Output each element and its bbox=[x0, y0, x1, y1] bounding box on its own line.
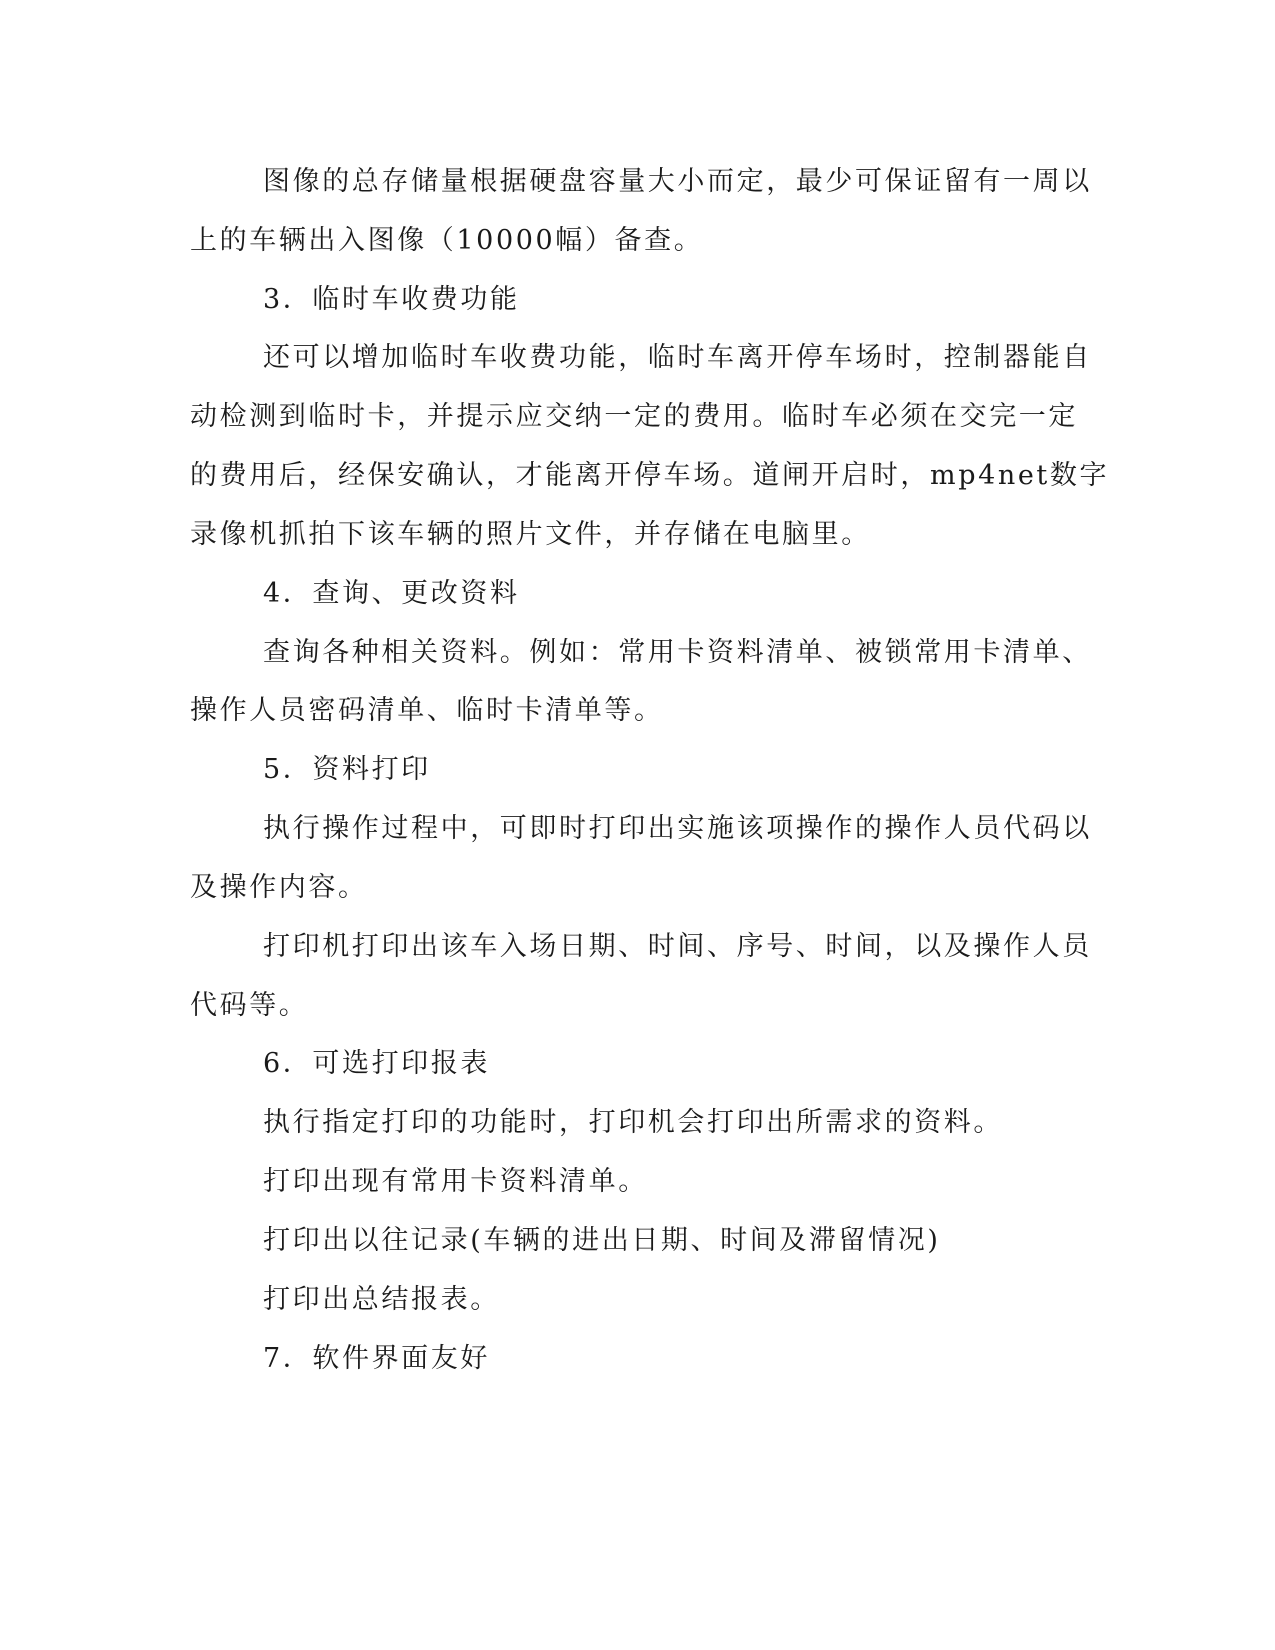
paragraph-line: 还可以增加临时车收费功能，临时车离开停车场时，控制器能自 bbox=[263, 342, 1092, 373]
paragraph-line: 上的车辆出入图像（10000幅）备查。 bbox=[190, 225, 704, 256]
paragraph-line: 执行指定打印的功能时，打印机会打印出所需求的资料。 bbox=[263, 1107, 1003, 1138]
section-heading: 7．软件界面友好 bbox=[263, 1343, 490, 1374]
section-heading: 5．资料打印 bbox=[263, 754, 431, 785]
paragraph-line: 打印出总结报表。 bbox=[263, 1284, 500, 1315]
paragraph-line: 图像的总存储量根据硬盘容量大小而定，最少可保证留有一周以 bbox=[263, 166, 1092, 197]
paragraph-line: 打印出以往记录(车辆的进出日期、时间及滞留情况) bbox=[263, 1225, 941, 1256]
paragraph-line: 及操作内容。 bbox=[190, 872, 368, 903]
paragraph-line: 动检测到临时卡，并提示应交纳一定的费用。临时车必须在交完一定 bbox=[190, 401, 1078, 432]
paragraph-line: 操作人员密码清单、临时卡清单等。 bbox=[190, 695, 664, 726]
paragraph-line: 的费用后，经保安确认，才能离开停车场。道闸开启时，mp4net数字 bbox=[190, 460, 1110, 491]
paragraph-line: 打印机打印出该车入场日期、时间、序号、时间，以及操作人员 bbox=[263, 931, 1092, 962]
paragraph-line: 代码等。 bbox=[190, 990, 309, 1021]
section-heading: 6．可选打印报表 bbox=[263, 1048, 490, 1079]
paragraph-line: 查询各种相关资料。例如：常用卡资料清单、被锁常用卡清单、 bbox=[263, 637, 1092, 668]
paragraph-line: 录像机抓拍下该车辆的照片文件，并存储在电脑里。 bbox=[190, 519, 871, 550]
section-heading: 4．查询、更改资料 bbox=[263, 578, 520, 609]
paragraph-line: 执行操作过程中，可即时打印出实施该项操作的操作人员代码以 bbox=[263, 813, 1092, 844]
paragraph-line: 打印出现有常用卡资料清单。 bbox=[263, 1166, 648, 1197]
section-heading: 3．临时车收费功能 bbox=[263, 284, 520, 315]
